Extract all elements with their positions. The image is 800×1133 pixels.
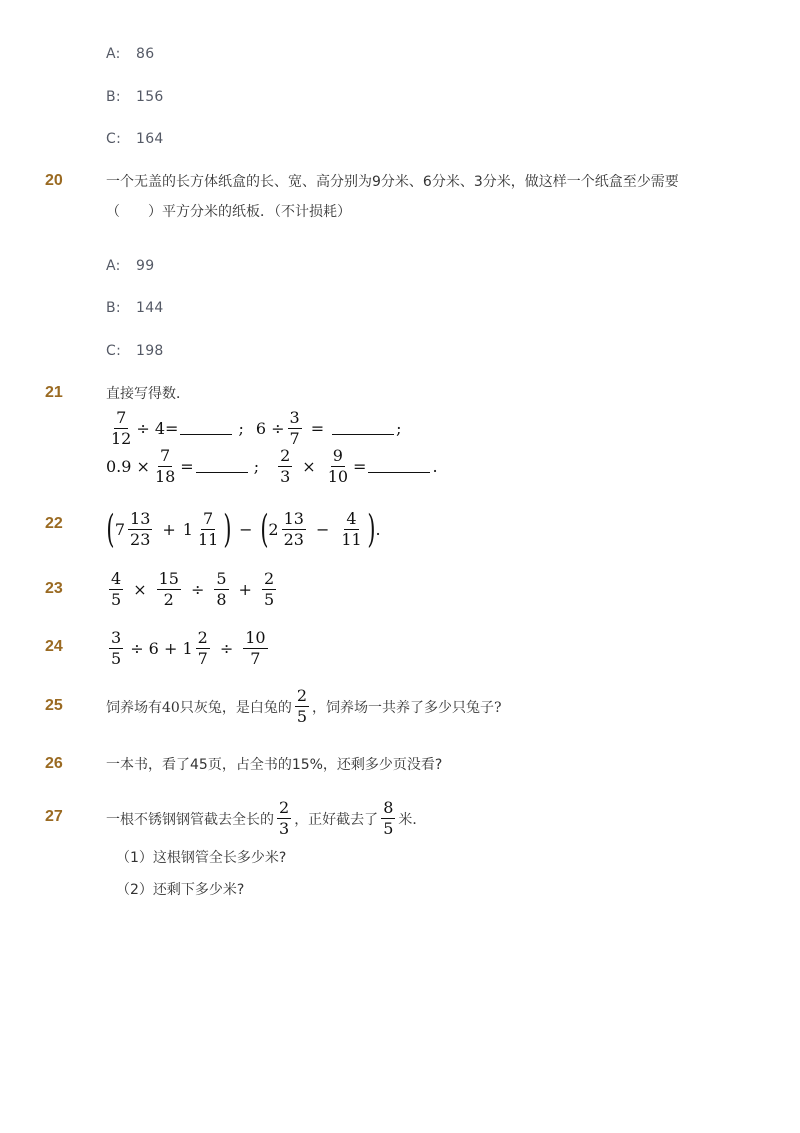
question-text: 一本书，看了45页，占全书的15%，还剩多少页没看? <box>106 757 443 773</box>
option-key: C: <box>106 343 122 359</box>
option-b[interactable] <box>106 89 164 105</box>
option-value: 86 <box>136 46 155 62</box>
question-text: 饲养场有40只灰兔，是白兔的 $\frac{2}{5}$ ，饲养场一共养了多少只兔子? <box>106 686 502 726</box>
question-number: 20 <box>45 172 63 189</box>
option-value: 164 <box>136 131 164 147</box>
fraction: $\frac{2}{3}$ <box>280 446 291 486</box>
option-value: 156 <box>136 89 164 105</box>
option-value: 99 <box>136 258 155 274</box>
option-b[interactable] <box>106 300 164 316</box>
fraction: $\frac{5}{8}$ <box>216 569 227 609</box>
fraction: $\frac{2}{3}$ <box>279 798 290 838</box>
answer-blank[interactable] <box>196 460 248 473</box>
fraction: $\frac{9}{10}$ <box>327 446 349 486</box>
question-number: 21 <box>45 384 63 401</box>
question-text: 一根不锈钢钢管截去全长的 $\frac{2}{3}$ ，正好截去了 $\frac{8}{5}$ 米． <box>106 798 427 838</box>
sub-question-1: （1）这根钢管全长多少米? <box>116 850 287 866</box>
question-number: 27 <box>45 808 63 825</box>
option-value: 144 <box>136 300 164 316</box>
fraction: $\frac{2}{5}$ <box>296 686 308 726</box>
fraction: $\frac{7}{18}$ <box>154 446 176 486</box>
option-a[interactable] <box>106 46 154 62</box>
fraction: $\frac{4}{5}$ <box>111 569 122 609</box>
option-c[interactable] <box>106 131 164 147</box>
question-number: 26 <box>45 755 63 772</box>
fraction: $\frac{4}{11}$ <box>341 508 362 549</box>
option-key: A: <box>106 46 121 62</box>
question-number: 25 <box>45 697 63 714</box>
fraction: $\frac{8}{5}$ <box>383 798 394 838</box>
option-key: B: <box>106 89 121 105</box>
option-value: 198 <box>136 343 164 359</box>
fraction: $\frac{13}{23}$ <box>283 508 304 549</box>
fraction: $\frac{15}{2}$ <box>158 569 179 609</box>
answer-blank[interactable] <box>368 460 430 473</box>
math-line-1: $\frac{7}{12}$ ÷ 4= ; 6 ÷ $\frac{3}{7}$ = ; <box>111 408 402 448</box>
question-number: 24 <box>45 638 63 655</box>
fraction: $\frac{13}{23}$ <box>130 508 151 549</box>
question-text: 直接写得数． <box>106 386 190 402</box>
math-expression: $\frac{3}{5}$ ÷ 6 + 1 $\frac{2}{7}$ ÷ $\frac{10}{7}$ <box>111 628 266 668</box>
option-key: C: <box>106 131 122 147</box>
math-line-2: 0.9 × $\frac{7}{18}$ = ; $\frac{2}{3}$ × $\frac{9}{10}$ = . <box>106 446 438 486</box>
question-text: 一个无盖的长方体纸盒的长、宽、高分别为9分米、6分米、3分米，做这样一个纸盒至少需要（ ）平方分米的纸板．（不计损耗） <box>106 174 679 220</box>
fraction: $\frac{7}{12}$ <box>111 408 132 448</box>
option-key: A: <box>106 258 121 274</box>
math-expression: $\frac{4}{5}$ × $\frac{15}{2}$ ÷ $\frac{5}{8}$ + $\frac{2}{5}$ <box>111 569 275 609</box>
option-key: B: <box>106 300 121 316</box>
fraction: $\frac{2}{5}$ <box>263 569 275 609</box>
answer-blank[interactable] <box>332 422 394 435</box>
question-number: 23 <box>45 580 63 597</box>
answer-blank[interactable] <box>180 422 232 435</box>
math-expression: ( 7 $\frac{13}{23}$ + 1 $\frac{7}{11}$ ) − ( 2 $\frac{13}{23}$ − $\frac{4}{11}$ ) . <box>106 507 381 551</box>
fraction: $\frac{3}{7}$ <box>289 408 300 448</box>
sub-question-2: （2）还剩下多少米? <box>116 882 245 898</box>
option-c[interactable] <box>106 343 164 359</box>
fraction: $\frac{7}{11}$ <box>197 508 219 549</box>
question-number: 22 <box>45 515 63 532</box>
fraction: $\frac{2}{7}$ <box>197 628 208 668</box>
fraction: $\frac{3}{5}$ <box>111 628 122 668</box>
fraction: $\frac{10}{7}$ <box>245 628 266 668</box>
option-a[interactable] <box>106 258 154 274</box>
